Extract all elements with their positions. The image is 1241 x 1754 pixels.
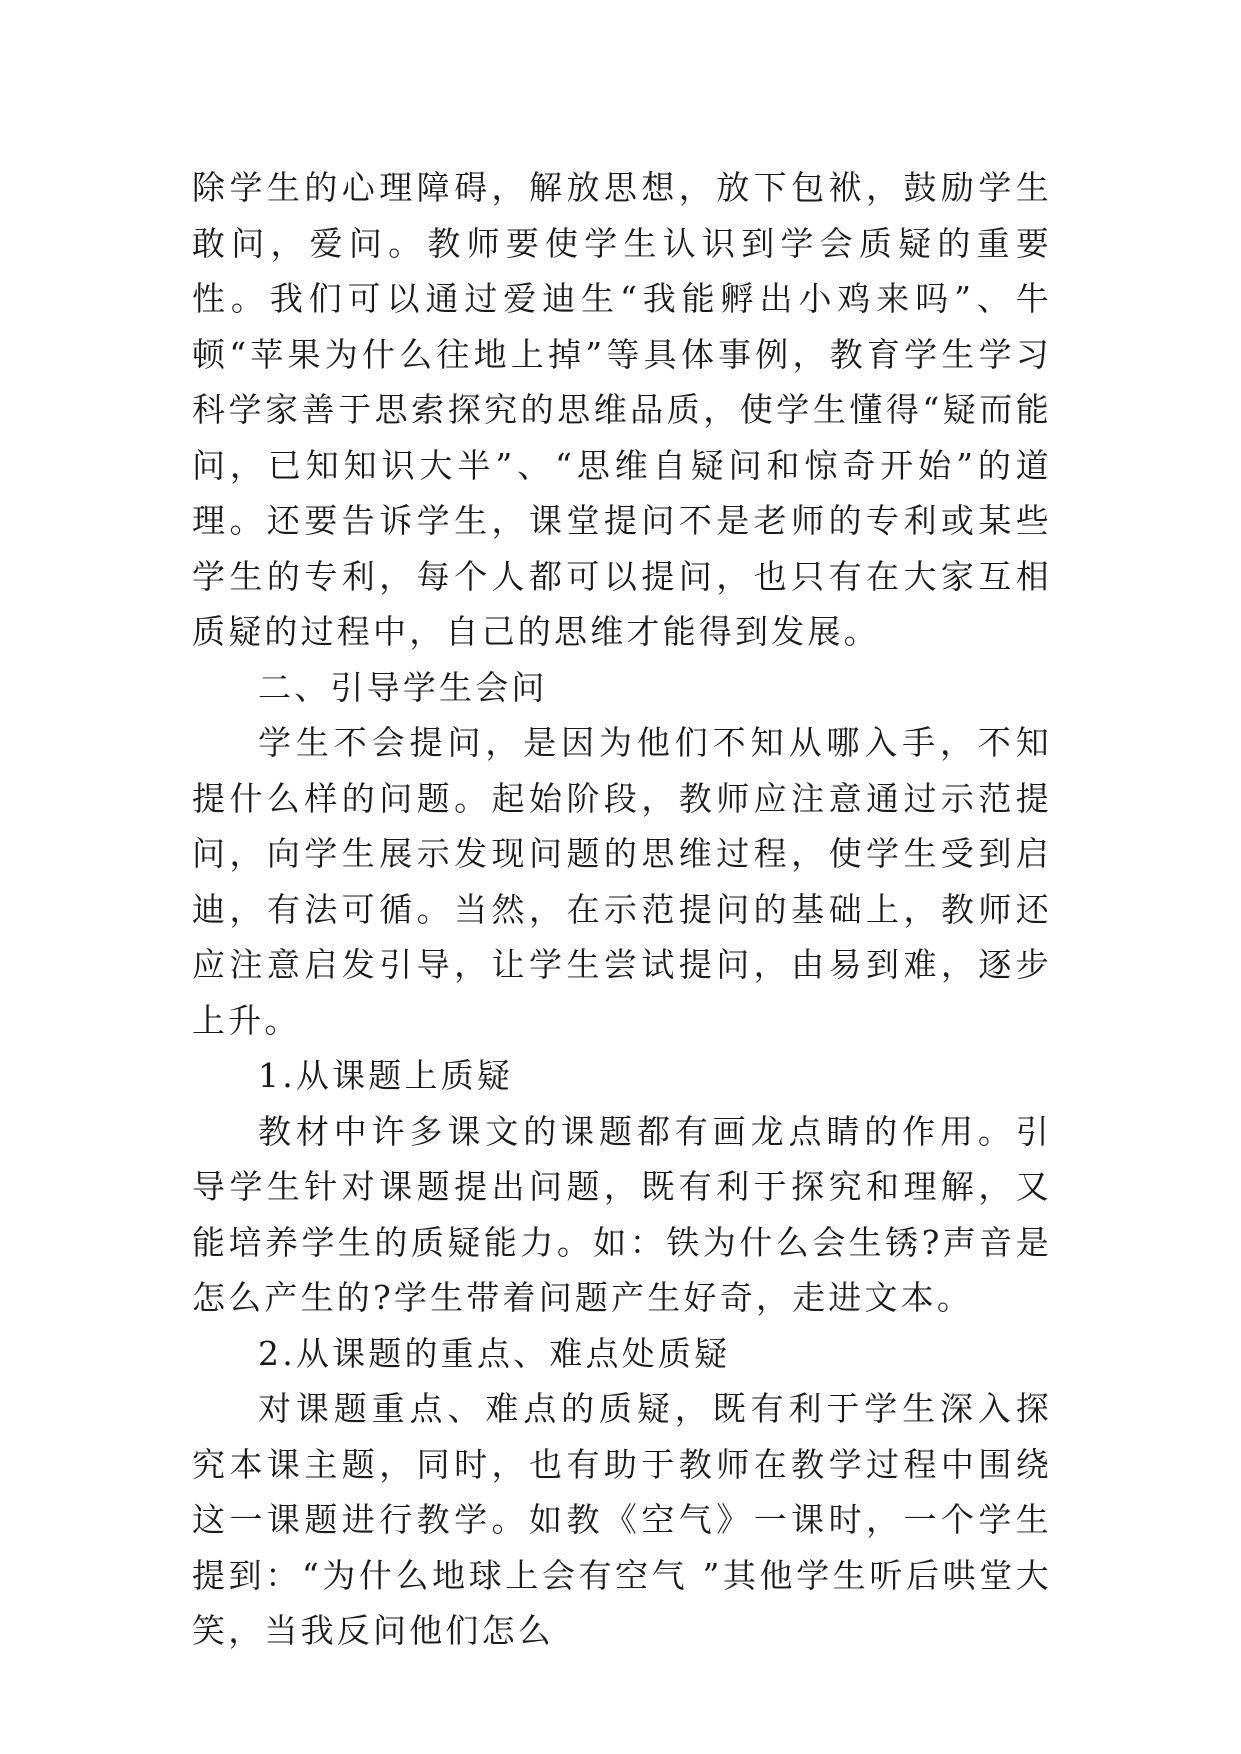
paragraph-continued: 除学生的心理障碍，解放思想，放下包袱，鼓励学生敢问，爱问。教师要使学生认识到学会质疑的重要性。我们可以通过爱迪生“我能孵出小鸡来吗”、牛顿“苹果为什么往地上掉”等具体事例，教育学生学习科学家善于思索探究的思维品质，使学生懂得“疑而能问，已知知识大半”、“思维自疑问和惊奇开始”的道理。还要告诉学生，课堂提问不是老师的专利或某些学生的专利，每个人都可以提问，也只有在大家互相质疑的过程中，自己的思维才能得到发展。 — [192, 168, 1052, 651]
paragraph: 对课题重点、难点的质疑，既有利于学生深入探究本课主题，同时，也有助于教师在教学过程中围绕这一课题进行教学。如教《空气》一课时，一个学生提到：“为什么地球上会有空气 ”其他学生听后哄堂大笑，当我反问他们怎么 — [192, 1389, 1052, 1650]
subsection-heading: 1.从课题上质疑 — [258, 1056, 514, 1095]
paragraph: 教材中许多课文的课题都有画龙点睛的作用。引导学生针对课题提出问题，既有利于探究和理解，又能培养学生的质疑能力。如：铁为什么会生锈?声音是怎么产生的?学生带着问题产生好奇，走进文本。 — [192, 1111, 1052, 1317]
subsection-heading: 2.从课题的重点、难点处质疑 — [258, 1333, 731, 1373]
document-body — [192, 160, 1052, 1659]
section-heading: 二、引导学生会问 — [258, 667, 548, 707]
paragraph: 学生不会提问，是因为他们不知从哪入手，不知提什么样的问题。起始阶段，教师应注意通过示范提问，向学生展示发现问题的思维过程，使学生受到启迪，有法可循。当然，在示范提问的基础上，教师还应注意启发引导，让学生尝试提问，由易到难，逐步上升。 — [192, 723, 1052, 1040]
